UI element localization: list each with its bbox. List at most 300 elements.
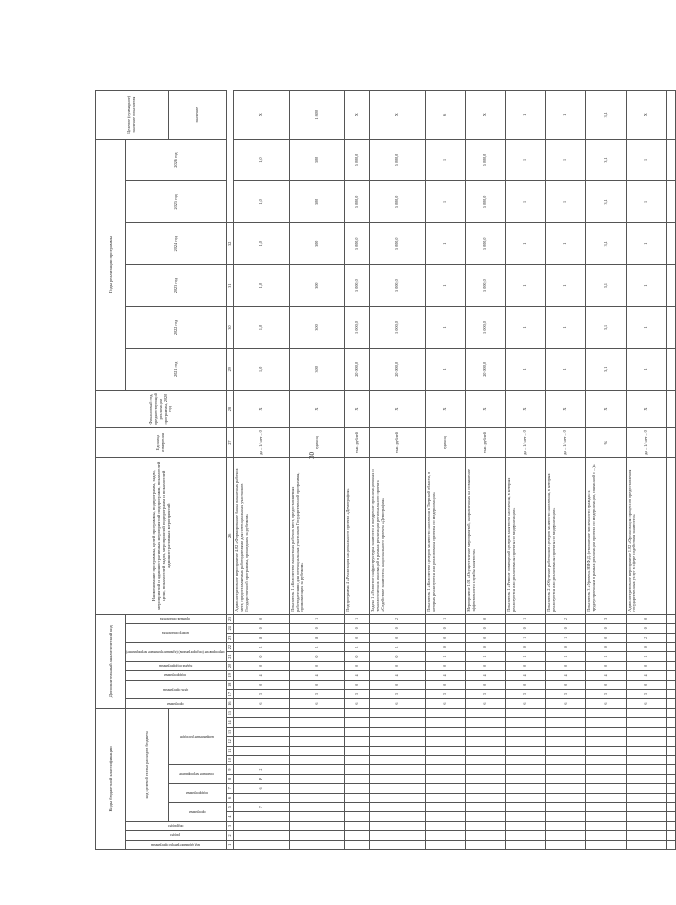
column-index: 5: [227, 802, 234, 811]
analytic-code-cell: 6: [425, 699, 465, 708]
analytic-code-cell: 1: [506, 652, 546, 661]
analytic-code-cell: 0: [465, 624, 505, 633]
table-row: [234, 91, 290, 850]
analytic-code-cell: 0: [546, 661, 586, 670]
kbk-cell: [546, 727, 586, 736]
kbk-cell: [370, 765, 426, 774]
kbk-cell: [666, 793, 676, 802]
column-index: 8: [227, 774, 234, 783]
analytic-code-cell: 1: [506, 633, 546, 642]
an-head-2: подпрограмма: [126, 671, 227, 680]
table-row: [465, 91, 505, 850]
year-value-cell: [666, 307, 676, 349]
year-value-cell: 3,1: [586, 223, 626, 265]
kbk-cell: [626, 727, 666, 736]
kbk-target-article-head: код целевой статьи расходов бюджета: [126, 708, 169, 821]
analytic-code-cell: 3: [370, 689, 426, 698]
kbk-cell: [465, 784, 505, 793]
year-value-cell: 5 000,0: [345, 307, 370, 349]
base-year-cell: Х: [370, 390, 426, 428]
year-value-cell: 5 000,0: [370, 265, 426, 307]
kbk-cell: [289, 737, 345, 746]
kbk-cell: [506, 831, 546, 840]
year-value-cell: 1: [626, 348, 666, 390]
kbk-cell: [666, 708, 676, 718]
an-head-6: признак показателя: [126, 614, 227, 623]
analytic-code-cell: 1: [345, 642, 370, 651]
base-year-cell: Х: [465, 390, 505, 428]
kbk-cell: [289, 812, 345, 821]
base-year-header: Финансовый год, предшествующий реализации программы, 2020 год: [96, 390, 227, 428]
kbk-cell: [345, 802, 370, 811]
column-index: 13: [227, 727, 234, 736]
year-value-cell: 20 000,0: [370, 348, 426, 390]
analytic-code-cell: 6: [345, 699, 370, 708]
kbk-cell: [586, 755, 626, 764]
column-index: 31: [227, 265, 234, 307]
kbk-cell: [234, 793, 290, 802]
kbk-cell: [289, 802, 345, 811]
base-year-cell: Х: [586, 390, 626, 428]
kbk-cell: [345, 746, 370, 755]
kbk-cell: [666, 831, 676, 840]
analytic-code-cell: 6: [626, 699, 666, 708]
year-value-cell: 1,0: [234, 265, 290, 307]
year-value-cell: 1: [626, 139, 666, 181]
kbk-cell: [546, 755, 586, 764]
analytic-code-cell: 1: [546, 652, 586, 661]
analytic-code-cell: 0: [425, 661, 465, 670]
kbk-cell: [289, 727, 345, 736]
analytic-code-cell: 4: [345, 671, 370, 680]
kbk-cell: [370, 718, 426, 727]
kbk-cell: [370, 727, 426, 736]
kbk-cell: [234, 708, 290, 718]
kbk-cell: [666, 727, 676, 736]
unit-cell: единиц: [425, 428, 465, 457]
year-value-cell: 300: [289, 139, 345, 181]
kbk-cell: [234, 812, 290, 821]
analytic-code-cell: 0: [289, 680, 345, 689]
final-value-cell: 6: [425, 91, 465, 140]
year-value-cell: 5 000,0: [370, 307, 426, 349]
column-index: 19: [227, 671, 234, 680]
analytic-code-cell: [666, 689, 676, 698]
kbk-cell: [586, 737, 626, 746]
kbk-cell: [506, 821, 546, 830]
analytic-code-cell: 4: [586, 671, 626, 680]
analytic-code-cell: 0: [425, 642, 465, 651]
kbk-cell: [506, 802, 546, 811]
column-index: 30: [227, 307, 234, 349]
year-value-cell: 1: [506, 348, 546, 390]
kbk-cell: 2: [234, 765, 290, 774]
year-value-cell: [666, 181, 676, 223]
column-index-row: [227, 91, 234, 850]
kbk-cell: [465, 746, 505, 755]
analytic-code-cell: 0: [370, 680, 426, 689]
kbk-cell: [370, 831, 426, 840]
kbk-cell: [465, 737, 505, 746]
kbk-cell: [289, 831, 345, 840]
kbk-cell: [425, 737, 465, 746]
kbk-cell: [425, 784, 465, 793]
column-index: 10: [227, 755, 234, 764]
column-index: 24: [227, 624, 234, 633]
kbk-cell: [425, 718, 465, 727]
rotated-table-wrapper: [95, 90, 648, 850]
year-value-cell: 1,0: [234, 307, 290, 349]
analytic-code-cell: 8: [289, 633, 345, 642]
kbk-cell: [345, 727, 370, 736]
final-value-cell: 1 800: [289, 91, 345, 140]
kbk-cell: [506, 784, 546, 793]
final-value-cell: Х: [626, 91, 666, 140]
row-name: Административное мероприятие 4.02 «Формирование банка вакантных рабочих мест, предоставляемых работодателями для потенциальных участников Государственной программы, прошедших за рубежом»: [234, 457, 290, 614]
table-row: [546, 91, 586, 850]
year-value-cell: 5 000,0: [465, 307, 505, 349]
base-year-cell: Х: [626, 390, 666, 428]
kbk-cell: [626, 746, 666, 755]
analytic-code-cell: 0: [234, 652, 290, 661]
kbk-subsection-head: подраздел: [126, 821, 227, 830]
analytic-code-cell: 6: [234, 699, 290, 708]
analytic-code-cell: 3: [425, 689, 465, 698]
kbk-cell: [506, 718, 546, 727]
years-header: Годы реализации программы: [96, 139, 126, 390]
table-row: [506, 91, 546, 850]
year-value-cell: 1: [425, 307, 465, 349]
year-2026: 2026 год: [126, 139, 227, 181]
final-value-cell: 1: [506, 91, 546, 140]
column-index: 20: [227, 661, 234, 670]
kbk-section-head: раздел: [126, 831, 227, 840]
row-name: Подпрограмма 4 «Реализация национального проекта «Демография»: [345, 457, 370, 614]
year-value-cell: 1: [626, 265, 666, 307]
analytic-code-cell: [666, 633, 676, 642]
kbk-cell: [666, 802, 676, 811]
kbk-cell: [546, 765, 586, 774]
base-year-cell: Х: [289, 390, 345, 428]
analytic-code-cell: 0: [234, 614, 290, 623]
table-row: [586, 91, 626, 850]
kbk-cell: [289, 793, 345, 802]
kbk-cell: [370, 737, 426, 746]
analytic-code-cell: 6: [586, 699, 626, 708]
row-name: Показатель 1 «Ремонт помещений центров занятости населения, в которых реализуются или реализованы проекты по модернизации»: [506, 457, 546, 614]
analytic-code-cell: 0: [586, 661, 626, 670]
analytic-code-cell: 0: [234, 680, 290, 689]
analytic-code-cell: 3: [345, 689, 370, 698]
kbk-cell: [370, 708, 426, 718]
year-value-cell: 300: [289, 265, 345, 307]
kbk-cell: [345, 718, 370, 727]
kbk-cell: Р: [234, 774, 290, 783]
kbk-cell: [506, 737, 546, 746]
kbk-cell: [666, 784, 676, 793]
kbk-cell: [586, 765, 626, 774]
analytic-code-cell: 2: [370, 614, 426, 623]
analytic-code-cell: 4: [626, 671, 666, 680]
column-index: 6: [227, 793, 234, 802]
year-value-cell: 5 000,0: [370, 139, 426, 181]
year-value-cell: 5 000,0: [345, 223, 370, 265]
year-value-cell: 3,1: [586, 139, 626, 181]
analytic-code-cell: 0: [506, 642, 546, 651]
kbk-subprogram-head: подпрограмма: [169, 784, 227, 803]
kbk-cell: [626, 793, 666, 802]
analytic-code-cell: 4: [425, 671, 465, 680]
kbk-cell: [345, 840, 370, 849]
kbk-cell: [234, 718, 290, 727]
year-2021: 2021 год: [126, 348, 227, 390]
analytic-code-cell: 0: [289, 624, 345, 633]
year-value-cell: 3,1: [586, 181, 626, 223]
kbk-cell: [666, 774, 676, 783]
an-head-0: программа: [126, 699, 227, 708]
page-number: 30: [308, 452, 316, 459]
kbk-cell: [289, 708, 345, 718]
column-index: 26: [227, 457, 234, 614]
kbk-cell: [234, 737, 290, 746]
kbk-cell: [425, 840, 465, 849]
kbk-cell: [666, 718, 676, 727]
year-value-cell: 300: [289, 181, 345, 223]
analytic-code-cell: 3: [465, 689, 505, 698]
kbk-cell: [506, 793, 546, 802]
kbk-cell: [289, 821, 345, 830]
analytic-code-cell: 3: [289, 689, 345, 698]
kbk-cell: [666, 765, 676, 774]
analytic-code-cell: 1: [586, 652, 626, 661]
year-value-cell: 300: [289, 307, 345, 349]
final-value-cell: Х: [234, 91, 290, 140]
unit-cell: %: [586, 428, 626, 457]
analytic-code-cell: 0: [626, 642, 666, 651]
kbk-cell: [546, 718, 586, 727]
kbk-main-event-head: основное мероприятие: [169, 765, 227, 784]
kbk-cell: [546, 802, 586, 811]
analytic-code-cell: 0: [345, 680, 370, 689]
year-value-cell: 5 000,0: [370, 223, 426, 265]
analytic-code-cell: [666, 680, 676, 689]
kbk-cell: [626, 840, 666, 849]
analytic-code-cell: [666, 671, 676, 680]
kbk-cell: [666, 840, 676, 849]
kbk-cell: [506, 765, 546, 774]
unit-cell: тыс. рублей: [370, 428, 426, 457]
analytic-code-cell: 1: [345, 614, 370, 623]
table-row: [626, 91, 666, 850]
analytic-code-cell: 0: [465, 661, 505, 670]
analytic-code-cell: 6: [546, 699, 586, 708]
kbk-direction-head: направление расходов: [169, 708, 227, 765]
base-year-cell: Х: [506, 390, 546, 428]
column-index: 9: [227, 765, 234, 774]
kbk-cell: [425, 831, 465, 840]
kbk-cell: [546, 708, 586, 718]
table-row: [425, 91, 465, 850]
analytic-code-cell: 0: [425, 680, 465, 689]
kbk-cell: [465, 774, 505, 783]
year-value-cell: 1,0: [234, 223, 290, 265]
column-index: 32: [227, 223, 234, 265]
year-value-cell: 1: [546, 265, 586, 307]
unit-cell: да – 1/ нет – 0: [506, 428, 546, 457]
analytic-code-cell: 6: [370, 699, 426, 708]
kbk-cell: [506, 746, 546, 755]
kbk-cell: [465, 802, 505, 811]
kbk-cell: [289, 755, 345, 764]
kbk-cell: [666, 737, 676, 746]
analytic-code-cell: 0: [506, 624, 546, 633]
analytic-code-cell: [666, 614, 676, 623]
kbk-cell: [506, 840, 546, 849]
analytic-code-cell: [666, 661, 676, 670]
year-2022: 2022 год: [126, 307, 227, 349]
analytic-code-cell: 1: [234, 642, 290, 651]
analytic-code-cell: 0: [370, 633, 426, 642]
analytic-code-cell: 3: [626, 689, 666, 698]
year-2025: 2025 год: [126, 181, 227, 223]
kbk-cell: [666, 746, 676, 755]
final-value-head: значение: [169, 91, 227, 140]
analytic-code-cell: 1: [506, 614, 546, 623]
year-value-cell: 1: [425, 181, 465, 223]
final-value-cell: Х: [370, 91, 426, 140]
kbk-cell: [345, 755, 370, 764]
kbk-cell: [345, 708, 370, 718]
analytic-code-cell: 4: [370, 671, 426, 680]
kbk-cell: [626, 737, 666, 746]
year-value-cell: 5 000,0: [345, 139, 370, 181]
kbk-cell: [234, 755, 290, 764]
column-index: 3: [227, 821, 234, 830]
an-head-5: номер показателя: [126, 624, 227, 643]
analytic-code-cell: 0: [370, 652, 426, 661]
year-value-cell: 1: [506, 223, 546, 265]
kbk-cell: [465, 765, 505, 774]
analytic-code-cell: 0: [289, 661, 345, 670]
analytic-code-cell: 0: [506, 680, 546, 689]
kbk-cell: [586, 708, 626, 718]
year-value-cell: 300: [289, 223, 345, 265]
kbk-cell: [425, 746, 465, 755]
kbk-cell: [506, 755, 546, 764]
kbk-cell: [546, 840, 586, 849]
analytic-code-cell: 1: [465, 652, 505, 661]
final-value-cell: Х: [465, 91, 505, 140]
kbk-cell: [345, 812, 370, 821]
kbk-cell: [546, 774, 586, 783]
kbk-cell: [345, 821, 370, 830]
analytic-code-cell: 1: [425, 652, 465, 661]
analytic-code-cell: 4: [234, 671, 290, 680]
analytic-code-cell: 1: [425, 614, 465, 623]
table-row: [345, 91, 370, 850]
kbk-cell: [666, 755, 676, 764]
year-value-cell: 1: [506, 139, 546, 181]
year-value-cell: 1: [425, 223, 465, 265]
year-value-cell: 1: [626, 181, 666, 223]
year-value-cell: 300: [289, 348, 345, 390]
kbk-cell: [370, 784, 426, 793]
kbk-cell: [370, 840, 426, 849]
row-name: [666, 457, 676, 614]
kbk-cell: [345, 793, 370, 802]
analytic-code-cell: 4: [546, 671, 586, 680]
analytic-code-cell: 1: [546, 633, 586, 642]
column-index: 28: [227, 390, 234, 428]
column-index: 4: [227, 812, 234, 821]
final-value-cell: 1: [546, 91, 586, 140]
kbk-cell: [289, 784, 345, 793]
kbk-cell: [370, 774, 426, 783]
base-year-cell: [666, 390, 676, 428]
unit-cell: [666, 428, 676, 457]
analytic-code-cell: 0: [586, 642, 626, 651]
column-index: 16: [227, 699, 234, 708]
an-head-3: задача подпрограммы: [126, 661, 227, 670]
kbk-cell: [370, 812, 426, 821]
kbk-cell: [465, 793, 505, 802]
kbk-cell: [546, 746, 586, 755]
kbk-cell: [234, 821, 290, 830]
final-header: Целевое (суммарное) значение показателя: [96, 91, 169, 140]
analytic-code-cell: 0: [234, 624, 290, 633]
base-year-cell: Х: [234, 390, 290, 428]
kbk-cell: [506, 708, 546, 718]
kbk-cell: [586, 774, 626, 783]
year-2023: 2023 год: [126, 265, 227, 307]
analytic-code-cell: 0: [345, 661, 370, 670]
kbk-cell: [546, 812, 586, 821]
kbk-cell: [626, 765, 666, 774]
analytic-code-cell: 0: [546, 680, 586, 689]
analytic-code-cell: 0: [289, 652, 345, 661]
analytic-code-cell: 4: [289, 671, 345, 680]
kbk-cell: [234, 840, 290, 849]
analytic-code-cell: 0: [546, 624, 586, 633]
analytic-code-cell: [666, 624, 676, 633]
kbk-cell: [425, 812, 465, 821]
column-index: 11: [227, 746, 234, 755]
kbk-cell: [586, 793, 626, 802]
kbk-cell: [626, 708, 666, 718]
year-value-cell: 1: [425, 265, 465, 307]
column-index: 25: [227, 614, 234, 623]
kbk-cell: 6: [234, 784, 290, 793]
kbk-cell: [626, 831, 666, 840]
year-value-cell: 5 000,0: [370, 181, 426, 223]
analytic-code-cell: 0: [465, 633, 505, 642]
kbk-cell: [465, 755, 505, 764]
table-row: [289, 91, 345, 850]
kbk-cell: [370, 755, 426, 764]
year-value-cell: 5 000,0: [465, 139, 505, 181]
year-value-cell: 1: [626, 223, 666, 265]
year-value-cell: 5 000,0: [465, 223, 505, 265]
analytic-code-cell: 3: [234, 689, 290, 698]
column-index: 2: [227, 831, 234, 840]
column-index: 7: [227, 784, 234, 793]
analytic-code-cell: 6: [506, 699, 546, 708]
final-value-cell: Х: [345, 91, 370, 140]
kbk-cell: [345, 737, 370, 746]
year-value-cell: 5 000,0: [465, 265, 505, 307]
year-value-cell: 1: [425, 139, 465, 181]
analytic-code-cell: 0: [626, 614, 666, 623]
